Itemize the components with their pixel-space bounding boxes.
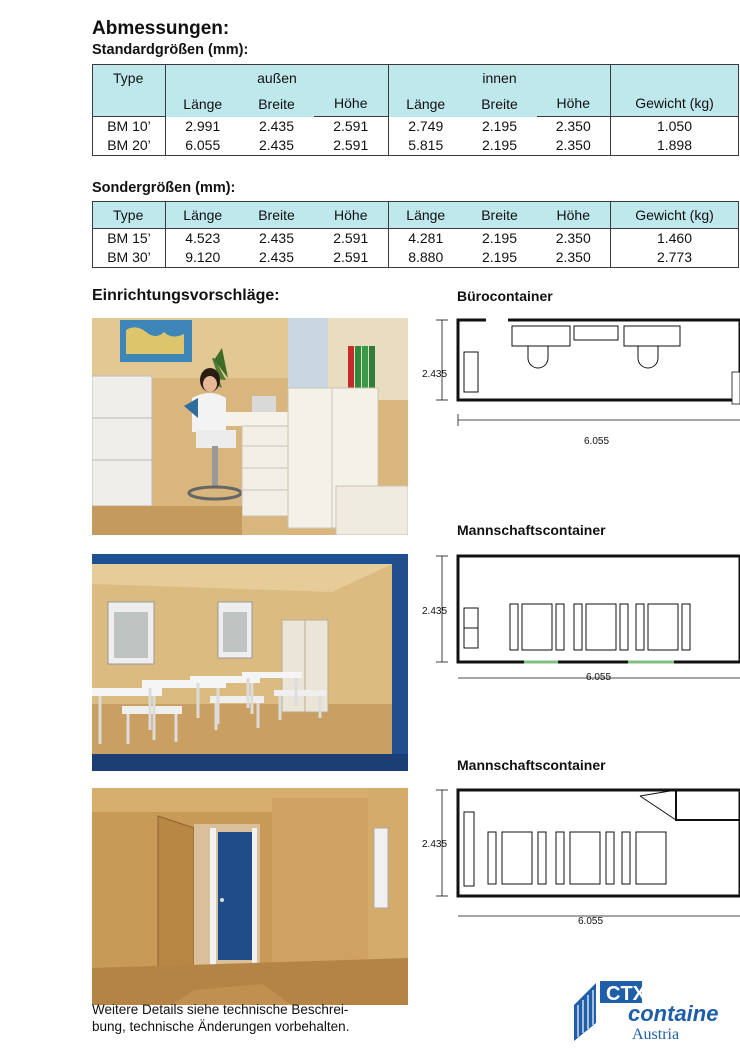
header-height: Höhe (314, 202, 389, 229)
plan-title-crew-1: Mannschaftscontainer (457, 522, 606, 538)
header-type: Type (93, 65, 166, 91)
header-width: Breite (463, 202, 537, 229)
crew-floor-plan-1 (422, 548, 740, 698)
plan-crew-1-height: 2.435 (422, 606, 448, 617)
plan-office-height: 2.435 (422, 369, 448, 380)
footer-note (92, 1001, 422, 1035)
plan-crew-1-width: 6.055 (586, 672, 612, 683)
header-height: Höhe (537, 91, 611, 117)
suggestions-title: Einrichtungsvorschläge: (92, 287, 280, 304)
header-height: Höhe (314, 91, 389, 117)
weight-column: 1.460 2.773 (611, 229, 739, 268)
header-width: Breite (481, 95, 518, 112)
footer-line-1: Weitere Details siehe technische Beschrei- (92, 1002, 349, 1017)
type-column: BM 15’ BM 30’ (93, 229, 166, 268)
office-floor-plan (422, 312, 740, 462)
header-outside: außen (166, 65, 389, 91)
plan-title-office: Bürocontainer (457, 288, 553, 304)
office-photo (92, 318, 408, 535)
header-weight-blank (611, 65, 739, 91)
crew-floor-plan-2 (422, 782, 740, 932)
footer-line-2: bung, technische Änderungen vorbehalten. (92, 1019, 350, 1034)
header-width: Breite (258, 95, 295, 112)
logo-country: Austria (632, 1026, 680, 1043)
header-height: Höhe (537, 202, 611, 229)
plan-title-crew-2: Mannschaftscontainer (457, 757, 606, 773)
standard-sizes-table: Type außen innen Länge Breite Höhe Länge Breite Höhe Gewicht (kg) BM 10’ BM 20’ 2.991 6.055 2.435 2.435 2.591 2.591 2.749 5.815 2.195 2.195 2.350 2.350 1.050 1.898 (92, 64, 739, 156)
type-column: BM 10’ BM 20’ (93, 117, 166, 156)
crew-room-photo (92, 554, 408, 771)
header-width: Breite (240, 202, 314, 229)
header-weight: Gewicht (kg) (611, 91, 739, 117)
header-length: Länge (389, 202, 463, 229)
header-weight: Gewicht (kg) (611, 202, 739, 229)
plan-crew-2-width: 6.055 (578, 916, 604, 927)
header-type-blank (93, 91, 166, 117)
header-inside: innen (389, 65, 611, 91)
weight-column: 1.050 1.898 (611, 117, 739, 156)
header-length: Länge (183, 95, 223, 112)
special-sizes-subtitle: Sondergrößen (mm): (92, 180, 236, 196)
logo-mark: CTX (606, 983, 646, 1005)
header-length: Länge (406, 95, 446, 112)
standard-sizes-subtitle: Standardgrößen (mm): (92, 42, 249, 58)
header-length: Länge (166, 202, 240, 229)
page-heading: Abmessungen: (92, 18, 230, 39)
header-type: Type (93, 202, 166, 229)
company-logo (570, 975, 740, 1045)
logo-name: containe (628, 1001, 719, 1026)
interior-door-photo (92, 788, 408, 1005)
plan-office-width: 6.055 (584, 436, 610, 447)
special-sizes-table: Type Länge Breite Höhe Länge Breite Höhe Gewicht (kg) BM 15’ BM 30’ 4.523 9.120 2.435 2.435 2.591 2.591 4.281 8.880 2.195 2.195 2.350 2.350 1.460 2.773 (92, 201, 739, 268)
plan-crew-2-height: 2.435 (422, 839, 448, 850)
